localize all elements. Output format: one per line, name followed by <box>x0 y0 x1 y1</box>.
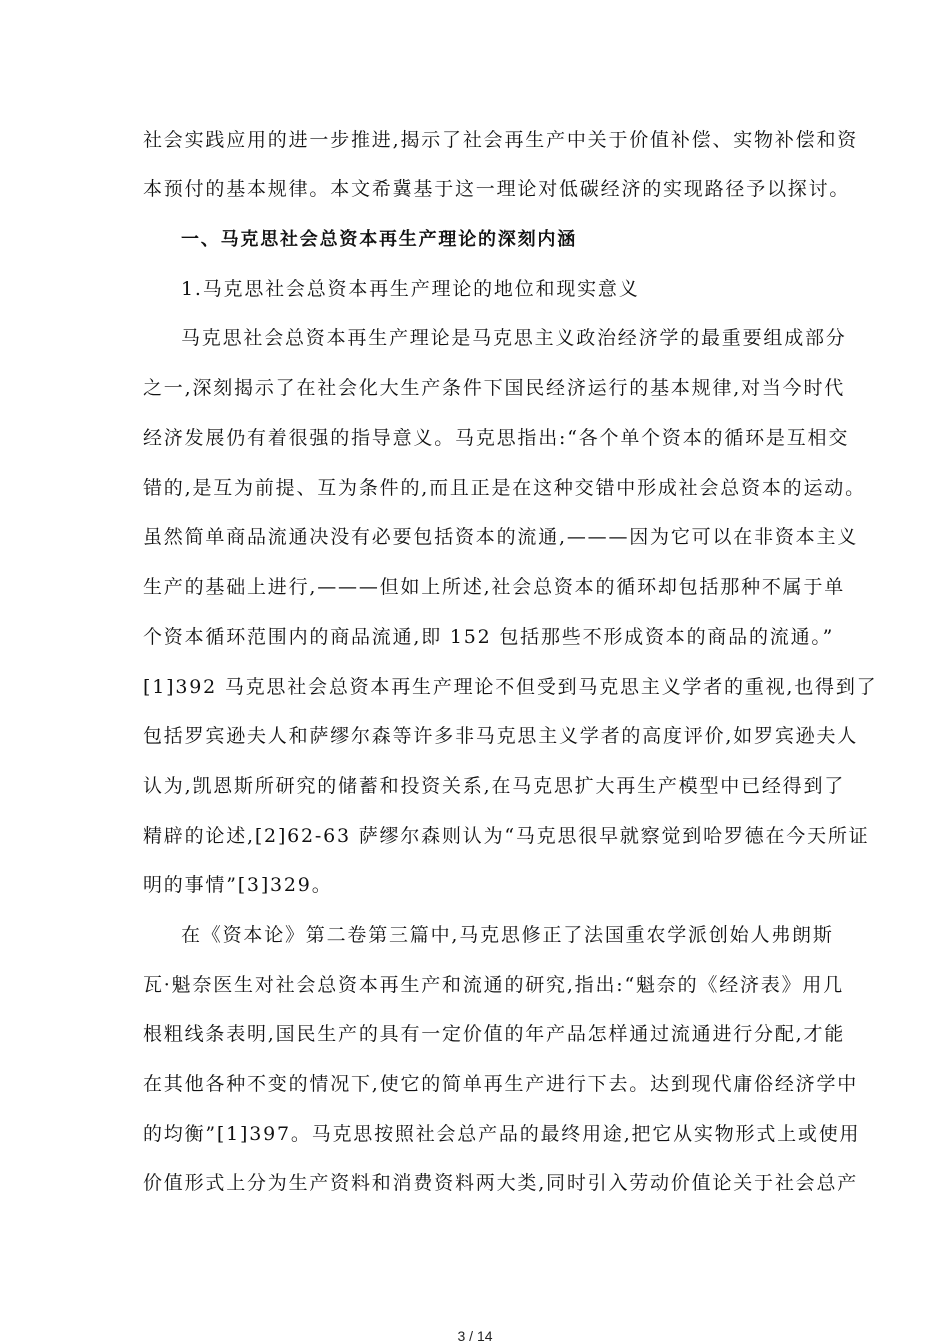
text-line: 瓦·魁奈医生对社会总资本再生产和流通的研究,指出:“魁奈的《经济表》用几 <box>143 974 844 996</box>
text-line: 错的,是互为前提、互为条件的,而且正是在这种交错中形成社会总资本的运动。 <box>143 477 866 499</box>
text-line: 认为,凯恩斯所研究的储蓄和投资关系,在马克思扩大再生产模型中已经得到了 <box>143 775 846 797</box>
text-line: 之一,深刻揭示了在社会化大生产条件下国民经济运行的基本规律,对当今时代 <box>143 377 846 399</box>
text-line: 个资本循环范围内的商品流通,即 152 包括那些不形成资本的商品的流通。” <box>143 626 835 648</box>
text-line: 的均衡”[1]397。马克思按照社会总产品的最终用途,把它从实物形式上或使用 <box>143 1123 861 1145</box>
paragraph-first-line: 在《资本论》第二卷第三篇中,马克思修正了法国重农学派创始人弗朗斯 <box>181 924 834 946</box>
text-line: 本预付的基本规律。本文希冀基于这一理论对低碳经济的实现路径予以探讨。 <box>143 178 851 200</box>
text-line: 根粗线条表明,国民生产的具有一定价值的年产品怎样通过流通进行分配,才能 <box>143 1023 846 1045</box>
text-line: 价值形式上分为生产资料和消费资料两大类,同时引入劳动价值论关于社会总产 <box>143 1172 859 1194</box>
text-line: 虽然简单商品流通决没有必要包括资本的流通,———因为它可以在非资本主义 <box>143 526 859 548</box>
text-line: 经济发展仍有着很强的指导意义。马克思指出:“各个单个资本的循环是互相交 <box>143 427 850 449</box>
text-line: 在其他各种不变的情况下,使它的简单再生产进行下去。达到现代庸俗经济学中 <box>143 1073 859 1095</box>
paragraph-first-line: 马克思社会总资本再生产理论是马克思主义政治经济学的最重要组成部分 <box>181 327 847 349</box>
text-line: 社会实践应用的进一步推进,揭示了社会再生产中关于价值补偿、实物补偿和资 <box>143 129 859 151</box>
text-line: 生产的基础上进行,———但如上所述,社会总资本的循环却包括那种不属于单 <box>143 576 846 598</box>
subsection-heading: 1.马克思社会总资本再生产理论的地位和现实意义 <box>181 278 640 300</box>
page-number: 3 / 14 <box>457 1328 493 1344</box>
section-heading: 一、马克思社会总资本再生产理论的深刻内涵 <box>181 229 577 250</box>
text-line: 明的事情”[3]329。 <box>143 874 333 896</box>
text-line: 精辟的论述,[2]62-63 萨缪尔森则认为“马克思很早就察觉到哈罗德在今天所证 <box>143 825 870 847</box>
text-line: [1]392 马克思社会总资本再生产理论不但受到马克思主义学者的重视,也得到了 <box>143 676 878 698</box>
text-line: 包括罗宾逊夫人和萨缪尔森等许多非马克思主义学者的高度评价,如罗宾逊夫人 <box>143 725 859 747</box>
